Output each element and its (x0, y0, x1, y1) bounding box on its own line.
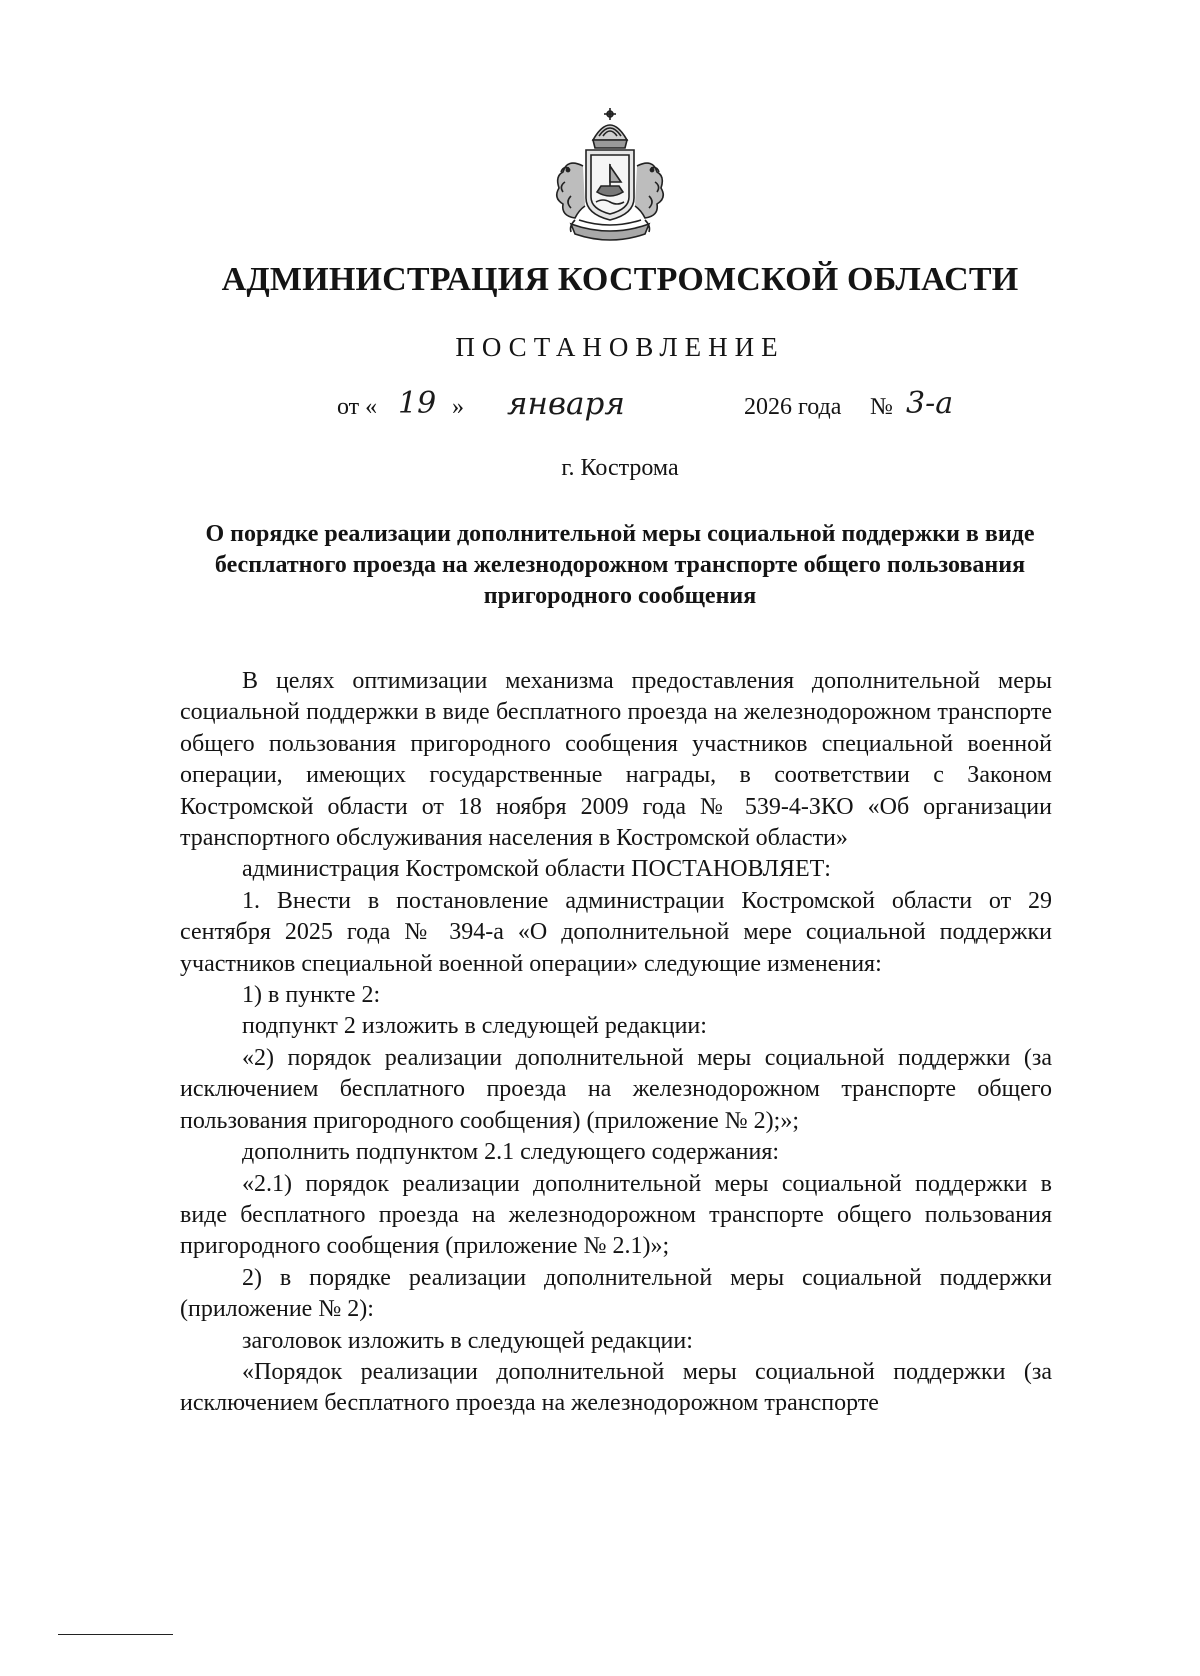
document-number-label: № (870, 394, 893, 420)
footnote-rule (58, 1634, 173, 1635)
document-body (180, 666, 1052, 1420)
paragraph: «2.1) порядок реализации дополнительной меры социальной поддержки в виде бесплатного проезда на железнодорожном транспорте общего пользования пригородного сообщения (приложение № 2.1)»; (180, 1170, 1052, 1260)
paragraph: дополнить подпунктом 2.1 следующего содержания: (242, 1139, 780, 1166)
paragraph: 1) в пункте 2: (242, 982, 381, 1009)
paragraph: 1. Внести в постановление администрации Костромской области от 29 сентября 2025 года № 394-а «О дополнительной мере социальной поддержки участников специальной военной операции» следующие изменения: (180, 887, 1052, 977)
date-month-handwritten: января (507, 386, 625, 422)
document-title: О порядке реализации дополнительной меры социальной поддержки в виде бесплатного проезда на железнодорожном транспорте общего пользования пригородного сообщения (205, 521, 1035, 609)
paragraph: подпункт 2 изложить в следующей редакции: (242, 1013, 707, 1040)
document-number-handwritten: 3-а (906, 386, 954, 421)
date-line (0, 386, 1200, 432)
paragraph: 2) в порядке реализации дополнительной меры социальной поддержки (приложение № 2): (180, 1264, 1052, 1323)
paragraph: «Порядок реализации дополнительной меры социальной поддержки (за исключением бесплатного проезда на железнодорожном транспорте (180, 1358, 1052, 1417)
date-day-handwritten: 19 (398, 386, 437, 421)
organization-name: АДМИНИСТРАЦИЯ КОСТРОМСКОЙ ОБЛАСТИ (221, 261, 1019, 298)
paragraph: «2) порядок реализации дополнительной меры социальной поддержки (за исключением бесплатного проезда на железнодорожном транспорте общего пользования пригородного сообщения) (приложение № 2);»; (180, 1044, 1052, 1134)
date-from-label: от « (337, 394, 378, 420)
paragraph: администрация Костромской области ПОСТАНОВЛЯЕТ: (242, 856, 831, 883)
paragraph: В целях оптимизации механизма предоставления дополнительной меры социальной поддержки в виде бесплатного проезда на железнодорожном транспорте общего пользования пригородного сообщения участников специальной военной операции, имеющих государственные награды, в соответствии с Законом Костромской области от 18 ноября 2009 года № 539-4-ЗКО «Об организации транспортного обслуживания населения в Костромской области» (180, 668, 1052, 852)
date-year: 2026 года (744, 394, 842, 420)
city-name: г. Кострома (561, 455, 679, 481)
document-type: ПОСТАНОВЛЕНИЕ (455, 332, 785, 362)
date-close-quote: » (452, 394, 464, 420)
paragraph: заголовок изложить в следующей редакции: (242, 1327, 693, 1354)
kostroma-coat-of-arms-icon (541, 106, 679, 246)
